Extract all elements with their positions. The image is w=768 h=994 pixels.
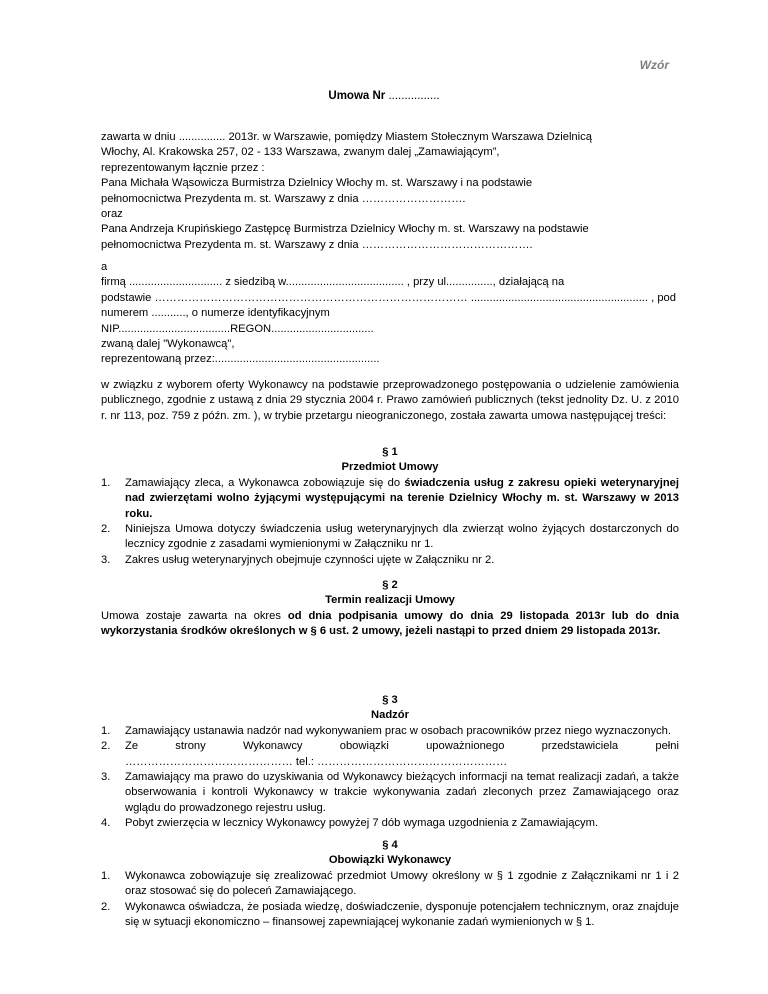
section-4 [101, 838, 679, 930]
contractor-line: NIP....................................REGON................................. [101, 322, 374, 335]
section-2-sign: § 2 [382, 579, 398, 591]
item-number: 4. [101, 817, 111, 830]
item-number: 3. [101, 771, 111, 784]
list-item [101, 724, 679, 739]
item-text: Zakres usług weterynaryjnych obejmuje czynności ujęte w Załączniku nr 2. [125, 553, 495, 566]
contractor-line: reprezentowaną przez:..................................................... [101, 353, 380, 366]
intro-line: Pana Michała Wąsowicza Burmistrza Dzielnicy Włochy m. st. Warszawy i na podstawie [101, 177, 533, 190]
item-text: Wykonawca zobowiązuje się zrealizować przedmiot Umowy określony w § 1 zgodnie z Załącznikami nr 1 i 2 oraz stosować się do poleceń Zamawiającego. [125, 869, 679, 898]
item-number: 2. [101, 900, 111, 913]
section-3-heading: Nadzór [371, 709, 409, 722]
intro-block [101, 130, 679, 253]
list-item [101, 739, 679, 770]
intro-line: Pana Andrzeja Krupińskiego Zastępcę Burmistrza Dzielnicy Włochy m. st. Warszawy na podstawie [101, 223, 589, 236]
contractor-line: a [101, 261, 108, 273]
item-word: strony [175, 740, 206, 753]
intro-line: zawarta w dniu ............... 2013r. w Warszawie, pomiędzy Miastem Stołecznym Warszawa Dzielnicą [101, 131, 592, 143]
section-2-heading: Termin realizacji Umowy [325, 594, 455, 607]
intro-line: oraz [101, 208, 123, 221]
section-1-sign: § 1 [382, 446, 398, 458]
contract-title-label: Umowa Nr [328, 90, 386, 102]
list-item [101, 816, 679, 831]
item-text: ……………………………………… tel.: …………………………………………… [125, 755, 508, 768]
section-4-heading: Obowiązki Wykonawcy [328, 854, 452, 867]
item-word: obowiązki [339, 740, 389, 753]
contractor-block [101, 260, 679, 368]
item-word: Ze [125, 740, 139, 753]
preamble [101, 378, 679, 424]
section-2-text [101, 609, 679, 640]
section-3-sign: § 3 [382, 694, 398, 706]
intro-line: pełnomocnictwa Prezydenta m. st. Warszawy z dnia ………………………………………. [101, 238, 533, 251]
item-word: przedstawiciela [541, 740, 619, 753]
section-2 [101, 578, 679, 640]
list-item [101, 522, 679, 553]
item-word: Wykonawcy [242, 740, 303, 753]
contractor-line: numerem ..........., o numerze identyfikacyjnym [101, 307, 330, 320]
item-text-bold: świadczenia usług z zakresu opieki weterynaryjnej nad zwierzętami wolno żyjącymi występującymi na terenie Dzielnicy Włochy m. st. Warszawy w 2013 roku. [125, 476, 679, 520]
intro-line: reprezentowanym łącznie przez : [101, 161, 265, 174]
contractor-line: podstawie ………………………………………………………………………… ......................................................... , pod [101, 291, 677, 304]
contract-title [0, 90, 768, 102]
item-text: Zamawiający zleca, a Wykonawca zobowiązuje się do [125, 476, 405, 489]
item-number: 1. [101, 869, 111, 882]
item-text: Niniejsza Umowa dotyczy świadczenia usług weterynaryjnych dla zwierząt wolno żyjących dostarczonych do lecznicy zgodnie z zasadami wymienionymi w Załączniku nr 1. [125, 523, 679, 551]
section-4-sign: § 4 [382, 839, 398, 851]
section-3 [101, 693, 679, 832]
section-2-text-bold: od dnia podpisania umowy do dnia 29 listopada 2013r lub do dnia wykorzystania środków określonych w § 6 ust. 2 umowy, jeżeli nastąpi to przed dniem 29 listopada 2013r. [101, 609, 679, 638]
item-number: 3. [101, 553, 111, 566]
item-number: 2. [101, 523, 111, 536]
item-text-spread [125, 739, 679, 754]
contractor-line: zwaną dalej "Wykonawcą", [101, 338, 235, 351]
item-text: Zamawiający ma prawo do uzyskiwania od Wykonawcy bieżących informacji na temat realizacji zadań, a także obserwowania i kontroli Wykonawcy w trakcie wykonywania zadań zleconych przez Zamawiającego oraz wglądu do prowadzonego rejestru usług. [125, 771, 679, 814]
list-item [101, 770, 679, 816]
item-number: 2. [101, 740, 111, 753]
list-item [101, 900, 679, 931]
template-label: Wzór [639, 58, 669, 72]
list-item [101, 476, 679, 522]
item-text: Pobyt zwierzęcia w lecznicy Wykonawcy powyżej 7 dób wymaga uzgodnienia z Zamawiającym. [125, 817, 599, 830]
preamble-text: w związku z wyborem oferty Wykonawcy na podstawie przeprowadzonego postępowania o udzielenie zamówienia publicznego, zgodnie z ustawą z dnia 29 stycznia 2004 r. Prawo zamówień publicznych (tekst jednolity Dz. U. z 2010 r. nr 113, poz. 759 z późn. zm. ), w trybie przetargu nieograniczonego, została zawarta umowa następującej treści: [101, 379, 679, 422]
intro-line: pełnomocnictwa Prezydenta m. st. Warszawy z dnia ………………………. [101, 192, 466, 205]
section-1-heading: Przedmiot Umowy [341, 461, 439, 474]
list-item [101, 869, 679, 900]
intro-line: Włochy, Al. Krakowska 257, 02 - 133 Warszawa, zwanym dalej „Zamawiającym”, [101, 146, 500, 159]
item-word: pełni [655, 740, 679, 753]
item-text: Wykonawca oświadcza, że posiada wiedzę, doświadczenie, dysponuje potencjałem technicznym, oraz znajduje się w sytuacji ekonomiczno – finansowej zapewniającej wykonanie zadań wymienionych w § 1. [125, 900, 679, 929]
item-text: Zamawiający ustanawia nadzór nad wykonywaniem prac w osobach pracowników przez niego wyznaczonych. [125, 724, 671, 737]
item-number: 1. [101, 724, 111, 737]
list-item [101, 553, 679, 568]
section-1 [101, 445, 679, 568]
item-number: 1. [101, 476, 111, 489]
item-word: upoważnionego [426, 740, 505, 753]
contract-number-blank: ................ [388, 90, 440, 102]
section-2-text-plain: Umowa zostaje zawarta na okres [101, 609, 288, 622]
contractor-line: firmą .............................. z siedzibą w...................................... , przy ul..............., działającą na [101, 276, 565, 289]
